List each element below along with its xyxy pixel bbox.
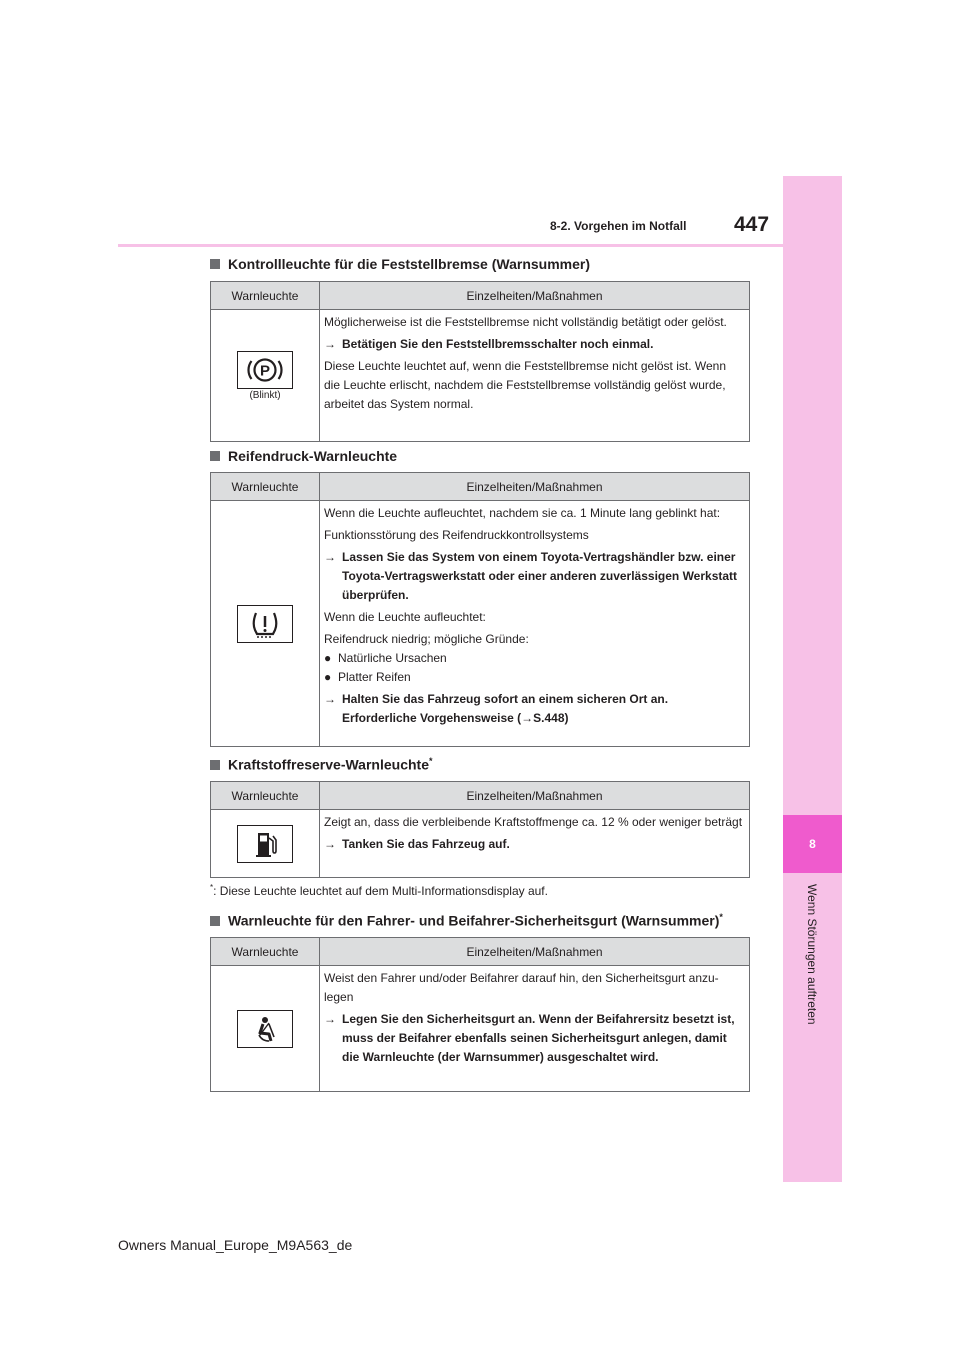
blink-caption: (Blinkt) (249, 389, 281, 401)
parking-brake-icon (237, 351, 293, 389)
chapter-title: Wenn Störungen auftreten (805, 884, 819, 1025)
action-item: → Betätigen Sie den Feststellbremsschalter noch einmal. (324, 335, 745, 354)
details-text: Zeigt an, dass die verbleibende Kraftstoffmenge ca. 12 % oder weniger beträgt (324, 815, 743, 829)
table-fuel-reserve (210, 781, 750, 878)
chapter-number: 8 (783, 815, 842, 873)
bullet-icon: ● (324, 651, 332, 665)
square-bullet-icon (210, 916, 220, 926)
details-text: Reifendruck niedrig; mögliche Gründe: (324, 632, 529, 646)
table-seatbelt (210, 937, 750, 1092)
table-tire-pressure (210, 472, 750, 747)
action-item: → Lassen Sie das System von einem Toyota-Vertragshändler bzw. einer Toyota-Vertragswerkstatt oder einer anderen zuverlässigen Werkstatt überprüfen. (324, 548, 745, 605)
list-item: ● Natürliche Ursachen (324, 649, 745, 668)
details-text: Funktionsstörung des Reifendruckkontrollsystems (324, 528, 589, 542)
header-rule (118, 244, 783, 247)
svg-text:P: P (259, 362, 271, 379)
col-header-details: Einzelheiten/Maßnahmen (320, 473, 750, 501)
details-text: Wenn die Leuchte aufleuchtet, nachdem sie ca. 1 Minute lang geblinkt hat: (324, 506, 721, 520)
document-footer: Owners Manual_Europe_M9A563_de (118, 1237, 353, 1253)
details-text: Diese Leuchte leuchtet auf, wenn die Feststellbremse nicht gelöst ist. Wenn die Leuchte erlischt, nachdem die Feststellbremse vollständig gelöst wurde, arbeitet das System normal. (324, 359, 726, 411)
details-cell (320, 966, 750, 1092)
details-cell (320, 310, 750, 442)
light-cell (211, 310, 320, 442)
light-cell (211, 810, 320, 878)
tire-pressure-icon (237, 605, 293, 643)
col-header-light: Warnleuchte (211, 782, 320, 810)
table-parking-brake (210, 281, 750, 442)
action-item: → Halten Sie das Fahrzeug sofort an einem sicheren Ort an. Erforderliche Vorgehensweise (→S.448) (324, 690, 745, 728)
heading-fuel-reserve: Kraftstoffreserve-Warnleuchte* (210, 756, 433, 773)
details-text: Möglicherweise ist die Feststellbremse nicht vollständig betätigt oder gelöst. (324, 315, 727, 329)
list-item: ● Platter Reifen (324, 668, 745, 687)
arrow-icon: → (324, 1012, 336, 1026)
arrow-icon: → (324, 337, 336, 351)
col-header-light: Warnleuchte (211, 282, 320, 310)
col-header-light: Warnleuchte (211, 473, 320, 501)
details-cell (320, 501, 750, 747)
square-bullet-icon (210, 760, 220, 770)
footnote: *: Diese Leuchte leuchtet auf dem Multi-Informationsdisplay auf. (210, 883, 548, 898)
page-number: 447 (734, 213, 770, 236)
light-cell (211, 966, 320, 1092)
square-bullet-icon (210, 259, 220, 269)
heading-seatbelt: Warnleuchte für den Fahrer- und Beifahrer-Sicherheitsgurt (Warnsummer)* (210, 912, 723, 929)
square-bullet-icon (210, 451, 220, 461)
fuel-icon (237, 825, 293, 863)
col-header-details: Einzelheiten/Maßnahmen (320, 282, 750, 310)
col-header-light: Warnleuchte (211, 938, 320, 966)
details-cell (320, 810, 750, 878)
details-text: Weist den Fahrer und/oder Beifahrer darauf hin, den Sicherheitsgurt anzu-legen (324, 971, 719, 1004)
details-text: Wenn die Leuchte aufleuchtet: (324, 610, 486, 624)
chapter-side-tab (783, 176, 842, 1182)
arrow-icon: → (324, 692, 336, 706)
arrow-icon: → (324, 837, 336, 851)
seatbelt-icon (237, 1010, 293, 1048)
arrow-icon: → (324, 550, 336, 564)
bullet-icon: ● (324, 670, 332, 684)
section-title: 8-2. Vorgehen im Notfall (550, 219, 687, 233)
col-header-details: Einzelheiten/Maßnahmen (320, 782, 750, 810)
heading-parking-brake: Kontrollleuchte für die Feststellbremse (Warnsummer) (210, 256, 590, 272)
col-header-details: Einzelheiten/Maßnahmen (320, 938, 750, 966)
light-cell (211, 501, 320, 747)
action-item: → Legen Sie den Sicherheitsgurt an. Wenn der Beifahrersitz besetzt ist, muss der Beifahrer ebenfalls seinen Sicherheitsgurt anlegen, damit die Warnleuchte (der Warnsummer) ausgeschaltet wird. (324, 1010, 745, 1067)
action-item: → Tanken Sie das Fahrzeug auf. (324, 835, 745, 854)
heading-tire-pressure: Reifendruck-Warnleuchte (210, 448, 397, 464)
